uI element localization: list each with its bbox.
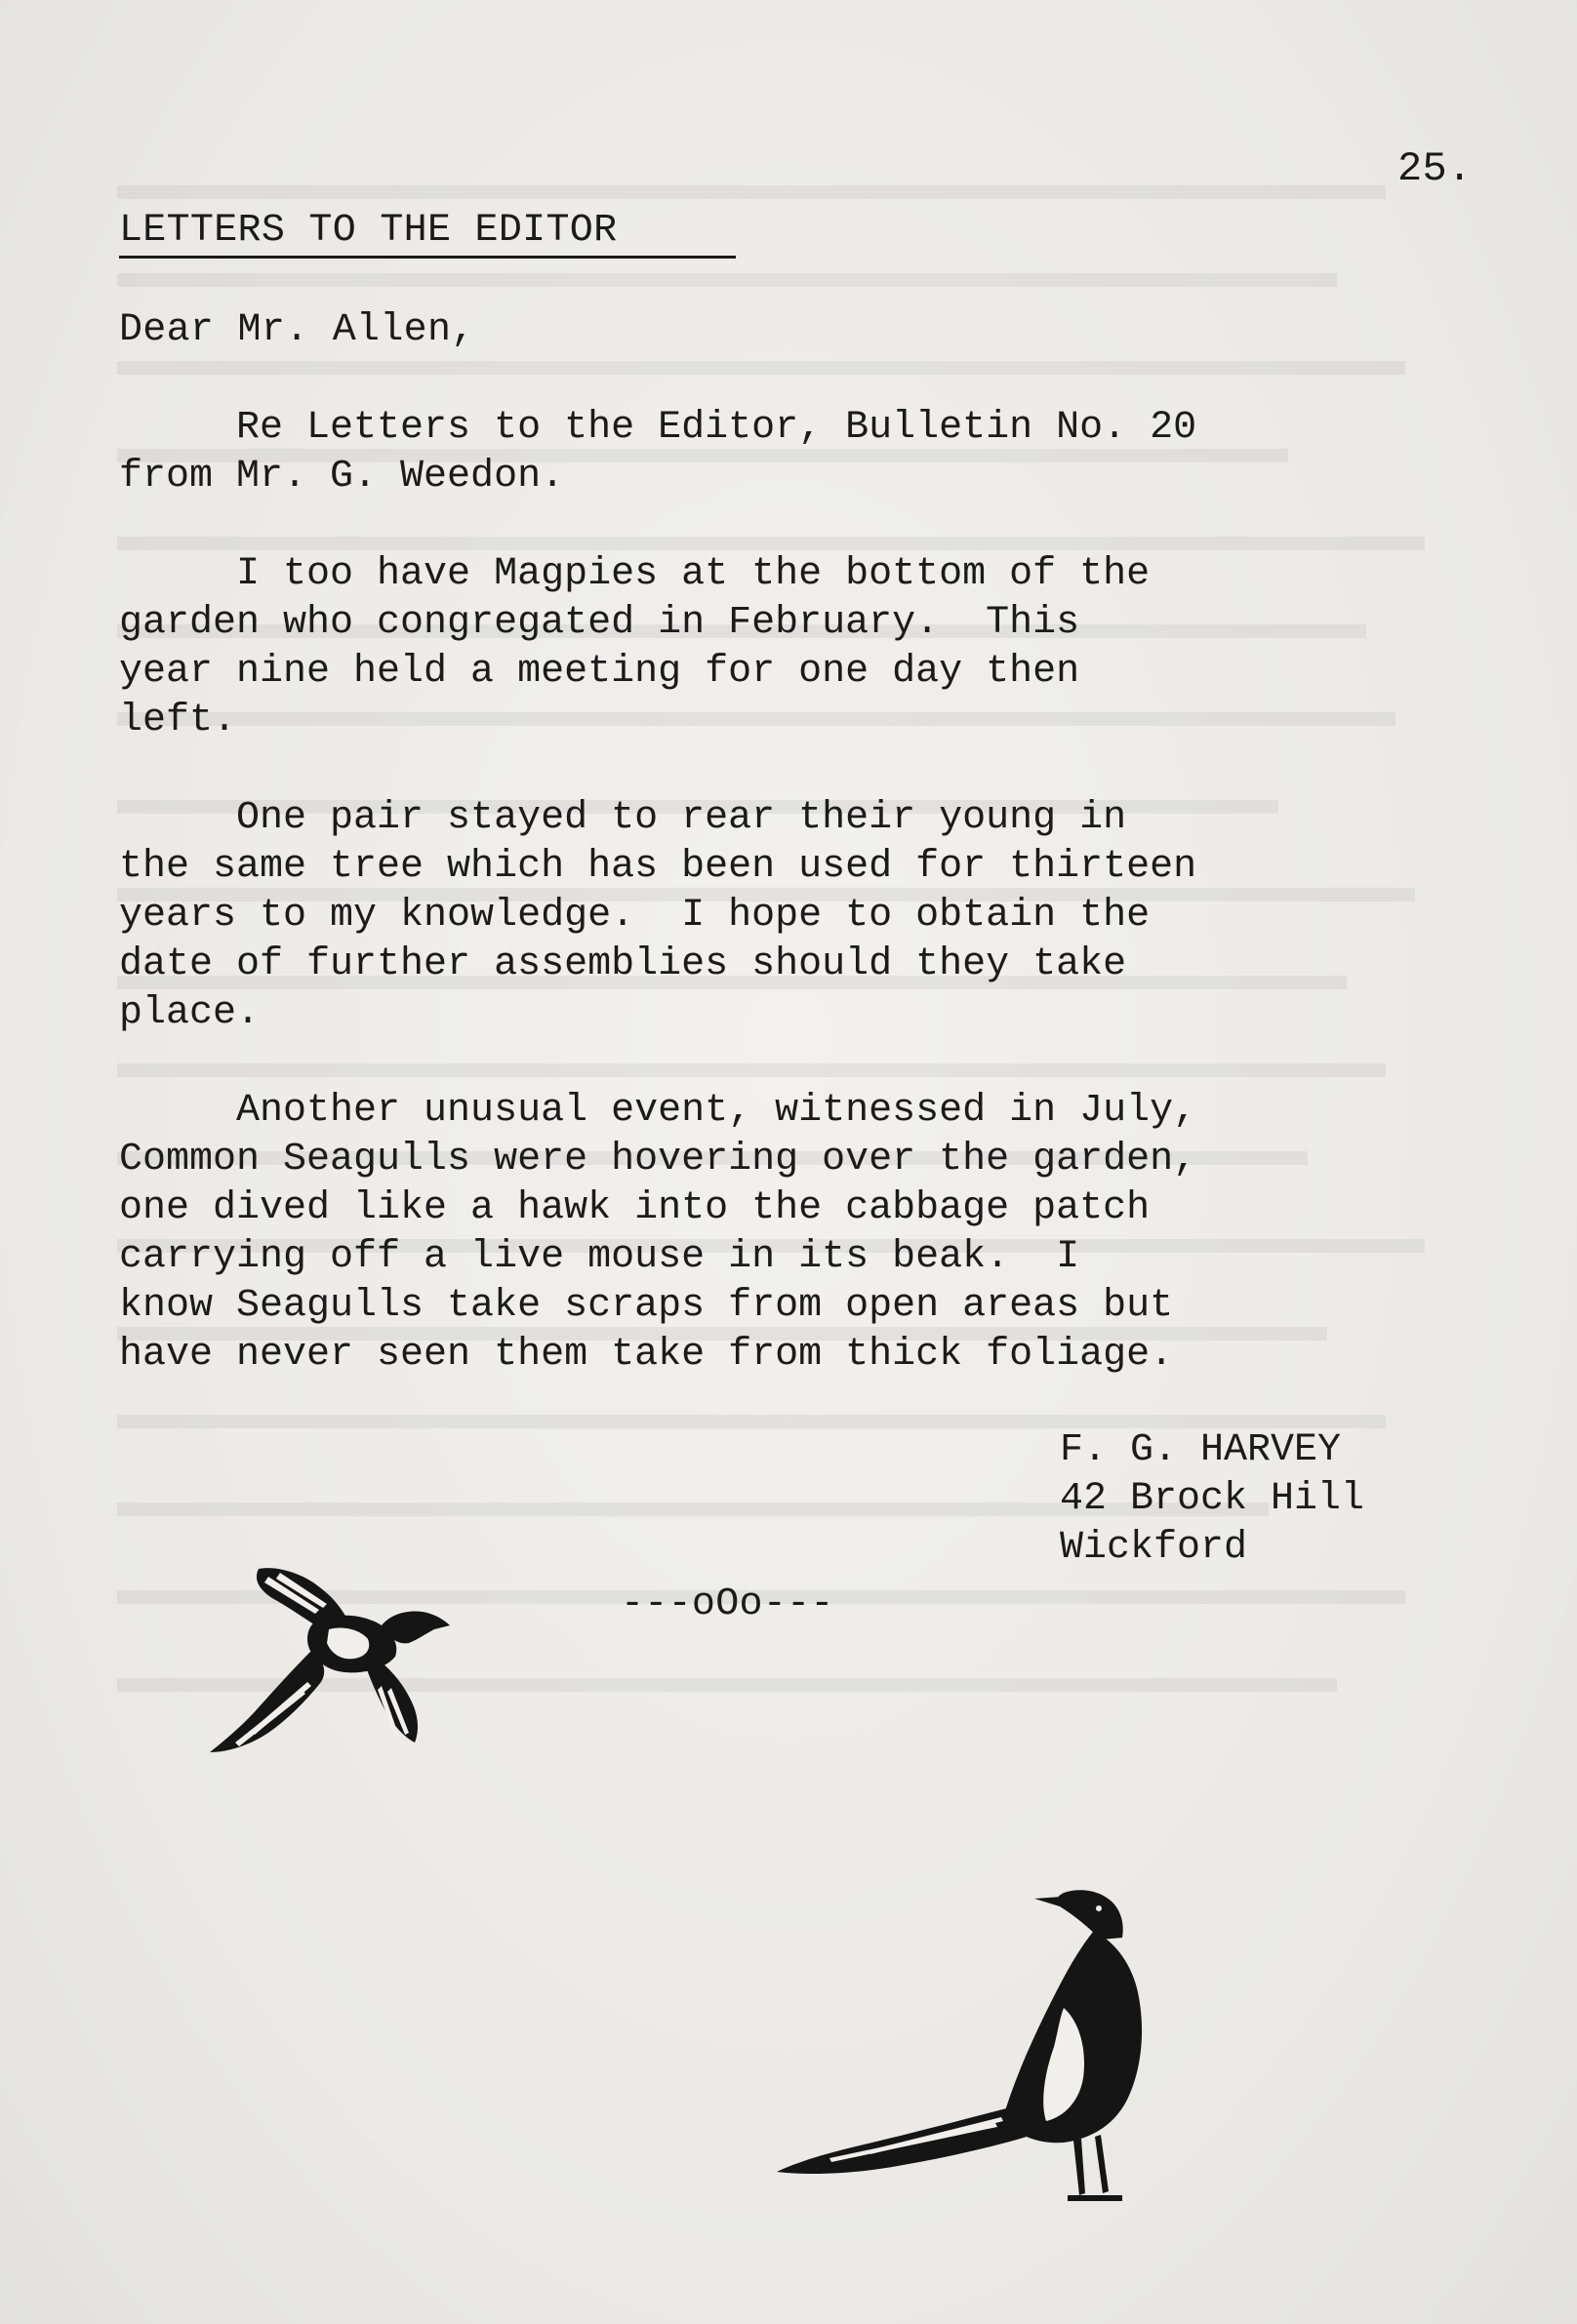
paragraph-line: the same tree which has been used for thirteen — [119, 845, 1197, 889]
page-number: 25. — [1397, 145, 1473, 192]
section-separator: ---oOo--- — [621, 1583, 834, 1626]
paragraph-line: Re Letters to the Editor, Bulletin No. 20 — [119, 406, 1197, 450]
paragraph-line: left. — [119, 699, 237, 742]
letter-paragraph — [119, 550, 1150, 745]
paragraph-line: place. — [119, 991, 261, 1035]
signature-address-line: 42 Brock Hill — [1060, 1477, 1365, 1521]
letter-paragraph — [119, 794, 1196, 1038]
letter-paragraph — [119, 1087, 1196, 1380]
paragraph-line: one dived like a hawk into the cabbage patch — [119, 1186, 1151, 1230]
paragraph-line: Another unusual event, witnessed in July, — [119, 1089, 1197, 1133]
paragraph-line: I too have Magpies at the bottom of the — [119, 552, 1151, 596]
paragraph-line: from Mr. G. Weedon. — [119, 455, 565, 499]
letter-paragraph — [119, 404, 1196, 501]
page-title: LETTERS TO THE EDITOR — [119, 209, 618, 253]
magpie-flying-icon — [200, 1561, 478, 1766]
paragraph-line: One pair stayed to rear their young in — [119, 796, 1127, 840]
magpie-perched-icon — [771, 1883, 1186, 2224]
paragraph-line: carrying off a live mouse in its beak. I — [119, 1235, 1080, 1279]
signature-name: F. G. HARVEY — [1060, 1428, 1342, 1472]
signature-block — [1060, 1426, 1364, 1573]
signature-address-line: Wickford — [1060, 1526, 1248, 1570]
paragraph-line: years to my knowledge. I hope to obtain the — [119, 894, 1151, 938]
paragraph-line: year nine held a meeting for one day then — [119, 650, 1080, 694]
paragraph-line: have never seen them take from thick foliage. — [119, 1333, 1174, 1377]
title-underline — [119, 256, 736, 259]
salutation: Dear Mr. Allen, — [119, 308, 475, 352]
paragraph-line: Common Seagulls were hovering over the garden, — [119, 1138, 1197, 1182]
paragraph-line: garden who congregated in February. This — [119, 601, 1080, 645]
paragraph-line: date of further assemblies should they take — [119, 942, 1127, 986]
paragraph-line: know Seagulls take scraps from open areas but — [119, 1284, 1174, 1328]
